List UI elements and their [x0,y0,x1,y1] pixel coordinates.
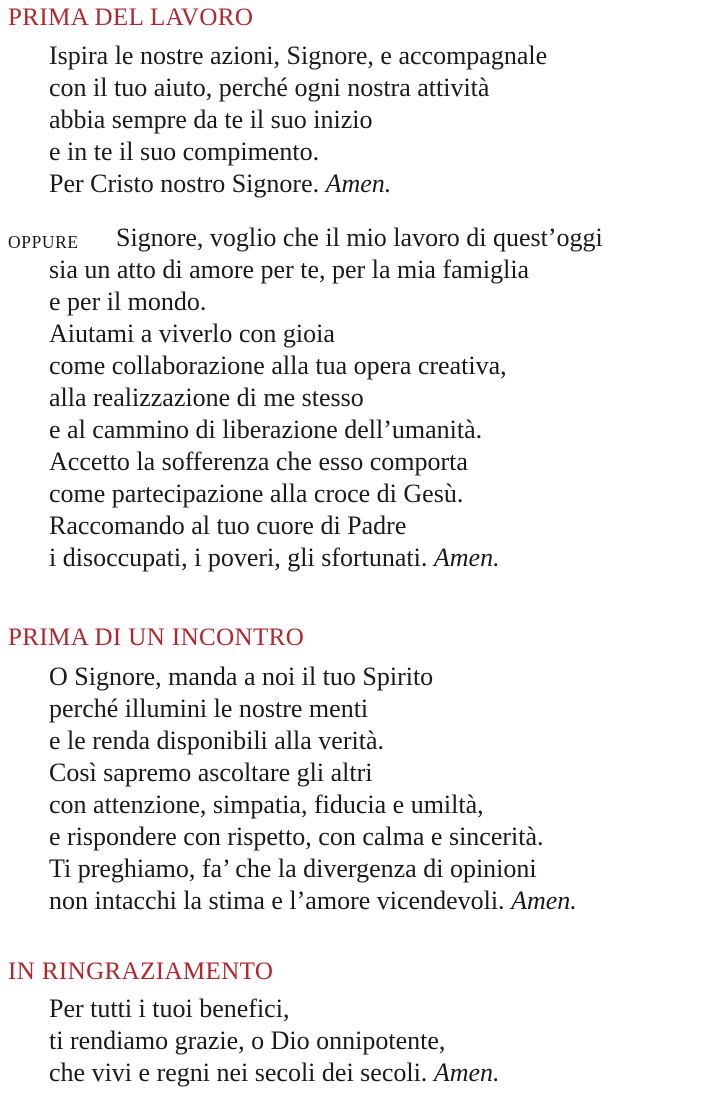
prayer-line-text: Per Cristo nostro Signore. [49,169,326,198]
prayer-line: abbia sempre da te il suo inizio [49,105,373,134]
prayer-line-final [49,542,529,574]
prayer-line: Per tutti i tuoi benefici, [49,994,290,1023]
prayer-line: Così sapremo ascoltare gli altri [49,758,373,787]
prayer-line: e le renda disponibili alla verità. [49,726,384,755]
prayer-line-final [49,885,577,917]
amen-text: Amen. [433,1058,500,1087]
prayer-line-final [49,1057,500,1089]
prayer-line: O Signore, manda a noi il tuo Spirito [49,662,434,691]
amen-text: Amen. [511,886,577,915]
prayer-line: Ti preghiamo, fa’ che la divergenza di opinioni [49,854,537,883]
prayer-line: alla realizzazione di me stesso [49,383,364,412]
prayer-line: e al cammino di liberazione dell’umanità. [49,415,483,444]
prayer-line-text: i disoccupati, i poveri, gli sfortunati. [49,543,434,572]
prayer-line: perché illumini le nostre menti [49,694,369,723]
amen-text: Amen. [325,169,392,198]
prayer-line: e rispondere con rispetto, con calma e sincerità. [49,822,544,851]
prayer-line: come partecipazione alla croce di Gesù. [49,479,464,508]
prayer-prima-del-lavoro [49,40,547,200]
prayer-prima-di-un-incontro [49,661,577,917]
section-heading-in-ringraziamento: IN RINGRAZIAMENTO [8,958,274,985]
prayer-line-first: Signore, voglio che il mio lavoro di quest’oggi [116,223,603,252]
prayer-line: come collaborazione alla tua opera creativa, [49,351,507,380]
prayer-line-final [49,168,547,200]
prayer-oppure [49,254,529,574]
section-heading-prima-del-lavoro: PRIMA DEL LAVORO [8,4,254,31]
prayer-line: con attenzione, simpatia, fiducia e umiltà, [49,790,484,819]
prayer-line: Ispira le nostre azioni, Signore, e accompagnale [49,41,548,70]
section-heading-prima-di-un-incontro: PRIMA DI UN INCONTRO [8,624,305,651]
prayer-line: e in te il suo compimento. [49,137,320,166]
prayer-line: con il tuo aiuto, perché ogni nostra attività [49,73,490,102]
oppure-label: OPPURE [8,232,79,252]
prayer-line: Accetto la sofferenza che esso comporta [49,447,468,476]
prayer-line: Raccomando al tuo cuore di Padre [49,511,407,540]
prayer-line: Aiutami a viverlo con gioia [49,319,335,348]
prayer-line: e per il mondo. [49,287,207,316]
prayer-line-text: che vivi e regni nei secoli dei secoli. [49,1058,434,1087]
prayer-line: ti rendiamo grazie, o Dio onnipotente, [49,1026,446,1055]
amen-text: Amen. [433,543,500,572]
prayer-line: sia un atto di amore per te, per la mia famiglia [49,255,530,284]
prayer-line-text: non intacchi la stima e l’amore vicendevoli. [49,886,512,915]
prayer-in-ringraziamento [49,993,500,1089]
